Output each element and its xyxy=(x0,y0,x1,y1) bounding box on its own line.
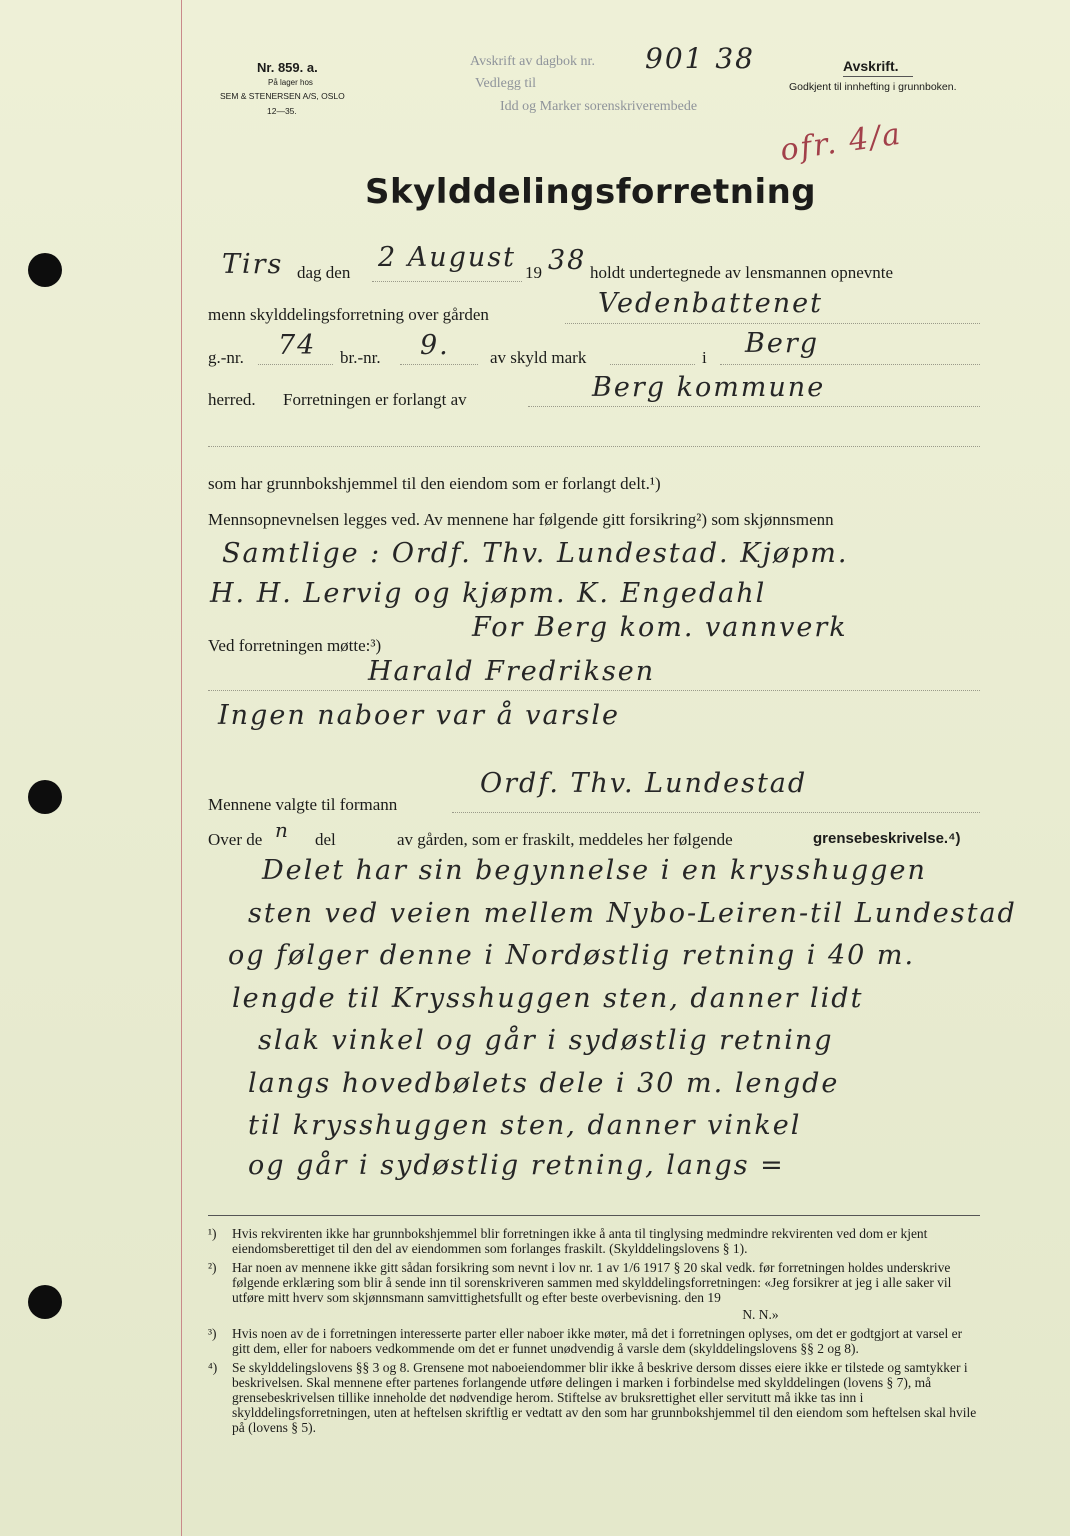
description-line: slak vinkel og går i sydøstlig retning xyxy=(258,1025,834,1056)
over-label-1: Over de xyxy=(208,830,263,849)
skjonnsmenn-handwritten-2: H. H. Lervig og kjøpm. K. Engedahl xyxy=(210,578,767,609)
date-handwritten: 2 August xyxy=(378,242,517,273)
gnr-dotline xyxy=(258,364,333,365)
avskrift-label: Avskrift. xyxy=(843,58,899,74)
i-label: i xyxy=(702,348,707,367)
footnote-3 xyxy=(208,1326,983,1356)
printer-line-1: På lager hos xyxy=(268,78,313,87)
printer-line-2: SEM & STENERSEN A/S, OSLO xyxy=(220,91,345,101)
brnr-dotline xyxy=(400,364,478,365)
over-handwritten: n xyxy=(275,818,290,842)
footnote-text: N. N.» xyxy=(742,1307,779,1322)
motte-handwritten-1: For Berg kom. vannverk xyxy=(472,612,848,643)
gnr-label: g.-nr. xyxy=(208,348,244,367)
footnote-mark: ³) xyxy=(208,1326,217,1341)
punch-hole xyxy=(28,253,62,287)
day-handwritten: Tirs xyxy=(222,249,284,280)
farm-dotline xyxy=(565,323,980,324)
date-dotline xyxy=(372,281,522,282)
naboer-handwritten: Ingen naboer var å varsle xyxy=(218,700,621,731)
form-number: Nr. 859. a. xyxy=(257,60,318,75)
footnote-signature xyxy=(208,1307,983,1322)
footnote-4 xyxy=(208,1360,983,1435)
punch-hole xyxy=(28,1285,62,1319)
footnote-text: Hvis rekvirenten ikke har grunnbokshjemmel blir forretningen ikke å anta til tinglysing medmindre rekvirenten ved dom er kjent eiendomsberettiget til den del av eiendommen som forlanges fraskilt. (Skylddelingslovens § 1). xyxy=(232,1226,928,1256)
blank-dotline xyxy=(208,446,980,447)
menn-line: menn skylddelingsforretning over gården xyxy=(208,305,489,324)
forlangt-label: Forretningen er forlangt av xyxy=(283,390,467,409)
forlangt-dotline xyxy=(528,406,980,407)
avskrift-underline xyxy=(843,76,913,77)
stamp-line-2: Vedlegg til xyxy=(475,76,537,91)
gnr-handwritten: 74 xyxy=(278,330,317,361)
description-line: lengde til Krysshuggen sten, danner lidt xyxy=(232,983,864,1014)
description-line: og følger denne i Nordøstlig retning i 40 m. xyxy=(228,940,916,971)
dag-den-label: dag den xyxy=(297,263,351,282)
holdt-line: holdt undertegnede av lensmannen opnevnte xyxy=(590,263,894,282)
forlangt-handwritten: Berg kommune xyxy=(592,372,826,403)
punch-hole xyxy=(28,780,62,814)
formann-dotline xyxy=(452,812,980,813)
footnote-1 xyxy=(208,1226,983,1256)
over-label-2: del xyxy=(315,830,336,849)
motte-handwritten-2: Harald Fredriksen xyxy=(368,656,656,687)
dagbok-number: 901 38 xyxy=(645,42,755,75)
footnote-text: Se skylddelingslovens §§ 3 og 8. Grensene mot naboeiendommer blir ikke å beskrive dersom disses eiere ikke er tilstede og samtykker i beskrivelsen. Skal mennene efter partenes forlangende utføre delingen i marken i forbindelse med skylddelingen (lovens § 7), må grensebeskrivelsen tillike inneholde det nødvendige herom. Stiftelse av bruksrettighet eller servitutt må ikke tas inn i skylddelingsforretningen, uten at heftelsen skriftlig er vedtatt av den som har grunnbokshjemmel til den eiendom som heftelsen skal hvile på (lovens § 5). xyxy=(232,1360,977,1435)
herred-dotline xyxy=(720,364,980,365)
godkjent-label: Godkjent til innhefting i grunnboken. xyxy=(789,81,957,93)
footnote-mark: ²) xyxy=(208,1260,217,1275)
margin-line xyxy=(181,0,182,1536)
grunnbok-line: som har grunnbokshjemmel til den eiendom som er forlangt delt.¹) xyxy=(208,474,661,493)
footnote-text: Hvis noen av de i forretningen interesserte parter eller naboer ikke møter, må det i forretningen oplyses, om det er godtgjort at varsel er gitt dem, eller for naboers vedkommende om det er funnet unødvendig å varsle dem (skylddelingslovens §§ 2 og 8). xyxy=(232,1326,963,1356)
footnotes xyxy=(208,1226,983,1439)
formann-handwritten: Ordf. Thv. Lundestad xyxy=(480,768,808,799)
description-line: Delet har sin begynnelse i en krysshuggen xyxy=(262,855,927,886)
skyld-label: av skyld mark xyxy=(490,348,587,367)
brnr-handwritten: 9. xyxy=(420,330,450,361)
page-title: Skylddelingsforretning xyxy=(365,172,817,212)
herred-handwritten: Berg xyxy=(745,328,820,359)
footnote-2 xyxy=(208,1260,983,1305)
mennsopnevnelse-line: Mennsopnevnelsen legges ved. Av mennene har følgende gitt forsikring²) som skjønnsmenn xyxy=(208,510,834,529)
description-line: sten ved veien mellem Nybo-Leiren-til Lundestad xyxy=(248,898,1017,929)
stamp-line-1: Avskrift av dagbok nr. xyxy=(470,54,595,69)
over-label-3: av gården, som er fraskilt, meddeles her følgende xyxy=(397,830,733,849)
corner-note: ofr. 4/a xyxy=(778,116,905,169)
skjonnsmenn-handwritten-1: Samtlige : Ordf. Thv. Lundestad. Kjøpm. xyxy=(222,538,849,569)
brnr-label: br.-nr. xyxy=(340,348,381,367)
grensebeskrivelse-label: grensebeskrivelse.⁴) xyxy=(813,830,961,847)
motte-label: Ved forretningen møtte:³) xyxy=(208,636,382,655)
printer-date: 12—35. xyxy=(267,106,297,116)
footnote-text: Har noen av mennene ikke gitt sådan forsikring som nevnt i lov nr. 1 av 1/6 1917 § 20 skal vedk. før forretningen holdes underskrive følgende erklæring som blir å sende inn til sorenskriveren sammen med skylddelingsforretningen: «Jeg forsikrer at jeg i alle saker vil utføre mitt hverv som skjønnsmann samvittighetsfullt og efter beste overbevisning. den 19 xyxy=(232,1260,952,1305)
herred-label: herred. xyxy=(208,390,256,409)
footnote-mark: ¹) xyxy=(208,1226,217,1241)
farm-name-handwritten: Vedenbattenet xyxy=(598,288,823,319)
formann-label: Mennene valgte til formann xyxy=(208,795,398,814)
year-prefix: 19 xyxy=(525,263,542,282)
description-line: til krysshuggen sten, danner vinkel xyxy=(248,1110,802,1141)
stamp-line-3: Idd og Marker sorenskriverembede xyxy=(500,99,698,114)
description-line: og går i sydøstlig retning, langs = xyxy=(248,1150,785,1181)
description-line: langs hovedbølets dele i 30 m. lengde xyxy=(248,1068,840,1099)
year-handwritten: 38 xyxy=(548,245,587,276)
skyld-dotline xyxy=(610,364,695,365)
footnote-rule xyxy=(208,1215,980,1216)
motte-dotline xyxy=(208,690,980,691)
footnote-mark: ⁴) xyxy=(208,1360,218,1375)
